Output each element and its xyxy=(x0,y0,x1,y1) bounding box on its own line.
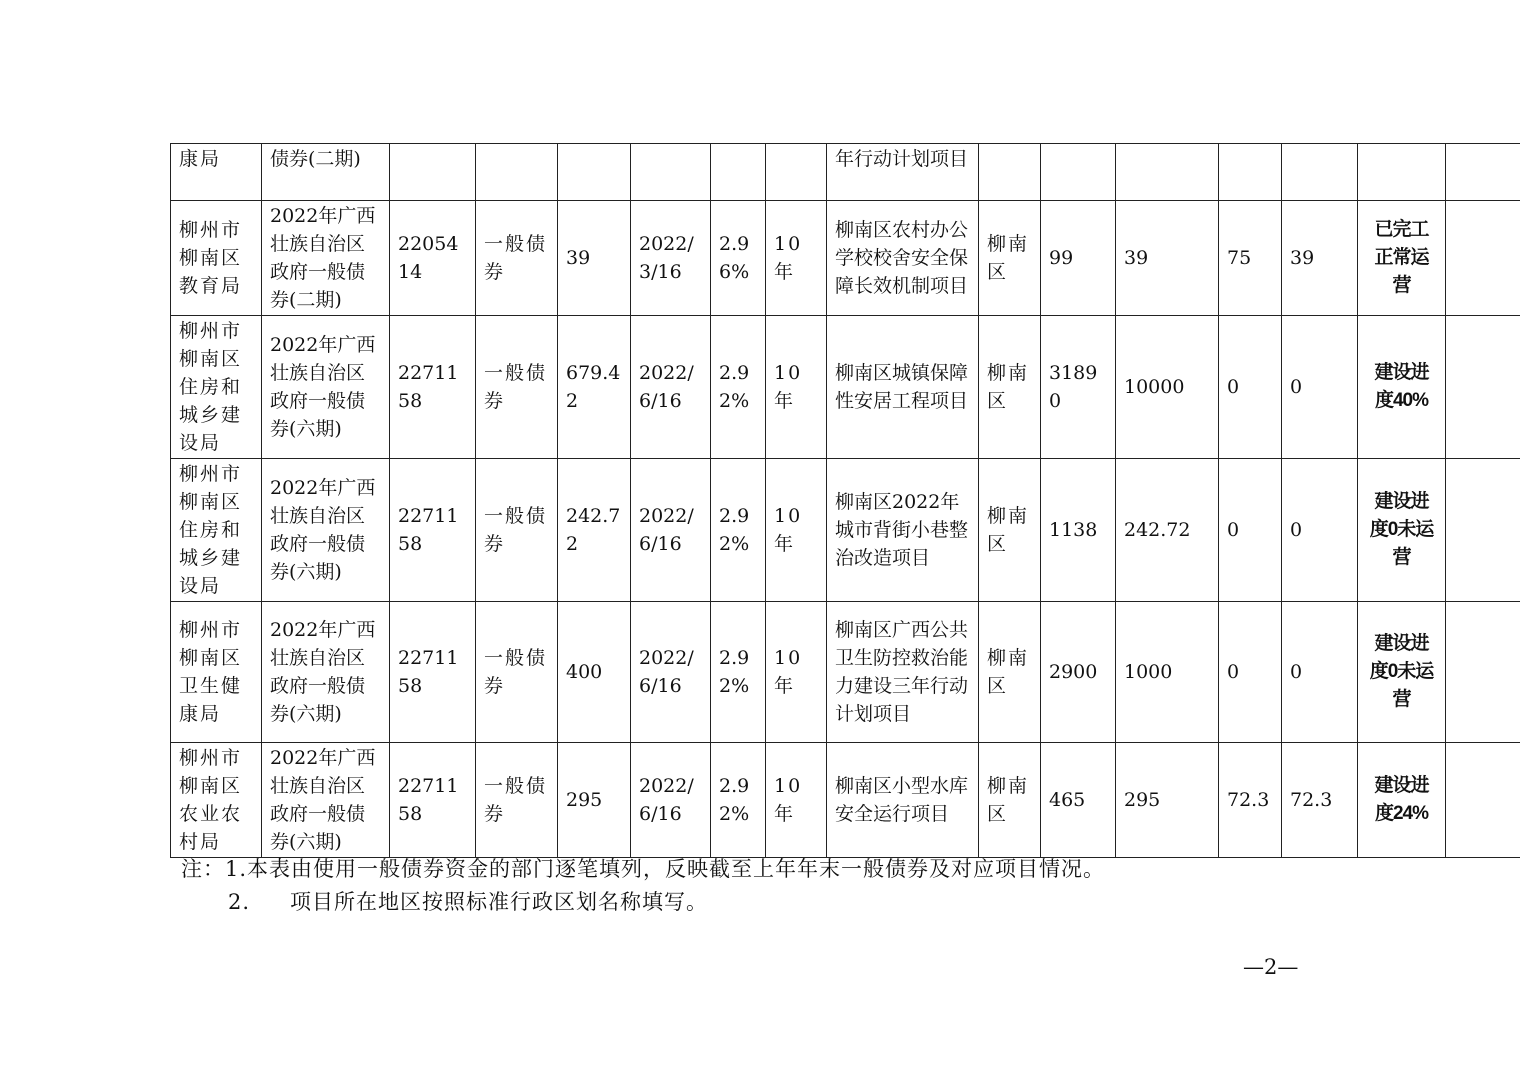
cell-date: 2022/6/16 xyxy=(631,459,711,602)
note-1: 注：1.本表由使用一般债券资金的部门逐笔填列，反映截至上年年末一般债券及对应项目情况。 xyxy=(181,857,1106,881)
cell-dept: 柳州市柳南区住房和城乡建设局 xyxy=(171,316,262,459)
note-2-number: 2. xyxy=(228,890,251,914)
cell-project: 年行动计划项目 xyxy=(827,144,979,201)
cell-bond-name: 2022年广西壮族自治区政府一般债券(二期) xyxy=(262,201,390,316)
cell-debt-used: 0 xyxy=(1282,459,1358,602)
cell-type: 一般债券 xyxy=(476,602,558,743)
cell-term: 10年 xyxy=(766,602,827,743)
cell-extra xyxy=(1446,459,1520,602)
cell-rate: 2.92% xyxy=(711,602,766,743)
cell-status: 建设进度0未运营 xyxy=(1358,459,1446,602)
cell-debt-amount xyxy=(1116,144,1219,201)
cell-debt-used: 39 xyxy=(1282,201,1358,316)
cell-region: 柳南区 xyxy=(979,602,1041,743)
table-row xyxy=(171,459,1520,602)
cell-completed: 72.3 xyxy=(1219,743,1282,858)
cell-rate: 2.96% xyxy=(711,201,766,316)
cell-status xyxy=(1358,144,1446,201)
cell-debt-amount: 39 xyxy=(1116,201,1219,316)
cell-type: 一般债券 xyxy=(476,459,558,602)
cell-amount xyxy=(558,144,631,201)
cell-completed xyxy=(1219,144,1282,201)
cell-completed: 75 xyxy=(1219,201,1282,316)
note-2-text: 项目所在地区按照标准行政区划名称填写。 xyxy=(290,890,709,914)
table-row xyxy=(171,602,1520,743)
table-row xyxy=(171,144,1520,201)
cell-term xyxy=(766,144,827,201)
cell-type: 一般债券 xyxy=(476,743,558,858)
cell-rate: 2.92% xyxy=(711,743,766,858)
page-number: —2— xyxy=(1243,955,1299,979)
cell-bond-name: 债券(二期) xyxy=(262,144,390,201)
cell-completed: 0 xyxy=(1219,316,1282,459)
table-row xyxy=(171,201,1520,316)
cell-region: 柳南区 xyxy=(979,743,1041,858)
cell-project: 柳南区广西公共卫生防控救治能力建设三年行动计划项目 xyxy=(827,602,979,743)
cell-date: 2022/3/16 xyxy=(631,201,711,316)
cell-rate xyxy=(711,144,766,201)
cell-code: 2205414 xyxy=(390,201,476,316)
table-row xyxy=(171,743,1520,858)
cell-extra xyxy=(1446,201,1520,316)
cell-status: 已完工正常运营 xyxy=(1358,201,1446,316)
cell-extra xyxy=(1446,602,1520,743)
cell-status: 建设进度24% xyxy=(1358,743,1446,858)
cell-region: 柳南区 xyxy=(979,459,1041,602)
table-row xyxy=(171,316,1520,459)
cell-type xyxy=(476,144,558,201)
cell-extra xyxy=(1446,316,1520,459)
cell-type: 一般债券 xyxy=(476,201,558,316)
cell-project: 柳南区小型水库安全运行项目 xyxy=(827,743,979,858)
cell-region: 柳南区 xyxy=(979,316,1041,459)
cell-term: 10年 xyxy=(766,459,827,602)
cell-dept: 柳州市柳南区农业农村局 xyxy=(171,743,262,858)
debt-table xyxy=(170,143,1520,858)
cell-total-invest: 1138 xyxy=(1041,459,1116,602)
cell-extra xyxy=(1446,743,1520,858)
cell-total-invest: 99 xyxy=(1041,201,1116,316)
cell-debt-used: 0 xyxy=(1282,316,1358,459)
table-notes xyxy=(181,853,1105,919)
cell-bond-name: 2022年广西壮族自治区政府一般债券(六期) xyxy=(262,602,390,743)
cell-completed: 0 xyxy=(1219,602,1282,743)
cell-dept: 柳州市柳南区住房和城乡建设局 xyxy=(171,459,262,602)
cell-debt-amount: 10000 xyxy=(1116,316,1219,459)
cell-code xyxy=(390,144,476,201)
cell-project: 柳南区城镇保障性安居工程项目 xyxy=(827,316,979,459)
cell-code: 2271158 xyxy=(390,459,476,602)
cell-amount: 295 xyxy=(558,743,631,858)
cell-amount: 679.42 xyxy=(558,316,631,459)
cell-completed: 0 xyxy=(1219,459,1282,602)
cell-dept: 康局 xyxy=(171,144,262,201)
cell-project: 柳南区2022年城市背街小巷整治改造项目 xyxy=(827,459,979,602)
cell-term: 10年 xyxy=(766,316,827,459)
cell-code: 2271158 xyxy=(390,602,476,743)
cell-status: 建设进度0未运营 xyxy=(1358,602,1446,743)
cell-date: 2022/6/16 xyxy=(631,743,711,858)
cell-amount: 39 xyxy=(558,201,631,316)
cell-region xyxy=(979,144,1041,201)
cell-debt-amount: 295 xyxy=(1116,743,1219,858)
cell-dept: 柳州市柳南区教育局 xyxy=(171,201,262,316)
cell-code: 2271158 xyxy=(390,316,476,459)
cell-code: 2271158 xyxy=(390,743,476,858)
cell-debt-used: 0 xyxy=(1282,602,1358,743)
cell-bond-name: 2022年广西壮族自治区政府一般债券(六期) xyxy=(262,316,390,459)
cell-amount: 242.72 xyxy=(558,459,631,602)
cell-debt-amount: 242.72 xyxy=(1116,459,1219,602)
cell-status: 建设进度40% xyxy=(1358,316,1446,459)
cell-project: 柳南区农村办公学校校舍安全保障长效机制项目 xyxy=(827,201,979,316)
cell-total-invest: 465 xyxy=(1041,743,1116,858)
cell-amount: 400 xyxy=(558,602,631,743)
cell-date: 2022/6/16 xyxy=(631,602,711,743)
cell-debt-used: 72.3 xyxy=(1282,743,1358,858)
cell-extra xyxy=(1446,144,1520,201)
cell-bond-name: 2022年广西壮族自治区政府一般债券(六期) xyxy=(262,743,390,858)
cell-bond-name: 2022年广西壮族自治区政府一般债券(六期) xyxy=(262,459,390,602)
cell-term: 10年 xyxy=(766,743,827,858)
cell-dept: 柳州市柳南区卫生健康局 xyxy=(171,602,262,743)
cell-region: 柳南区 xyxy=(979,201,1041,316)
cell-term: 10年 xyxy=(766,201,827,316)
cell-total-invest: 31890 xyxy=(1041,316,1116,459)
cell-debt-amount: 1000 xyxy=(1116,602,1219,743)
cell-type: 一般债券 xyxy=(476,316,558,459)
cell-debt-used xyxy=(1282,144,1358,201)
cell-rate: 2.92% xyxy=(711,316,766,459)
cell-total-invest: 2900 xyxy=(1041,602,1116,743)
cell-date xyxy=(631,144,711,201)
cell-date: 2022/6/16 xyxy=(631,316,711,459)
cell-rate: 2.92% xyxy=(711,459,766,602)
note-2 xyxy=(181,886,1105,919)
cell-total-invest xyxy=(1041,144,1116,201)
